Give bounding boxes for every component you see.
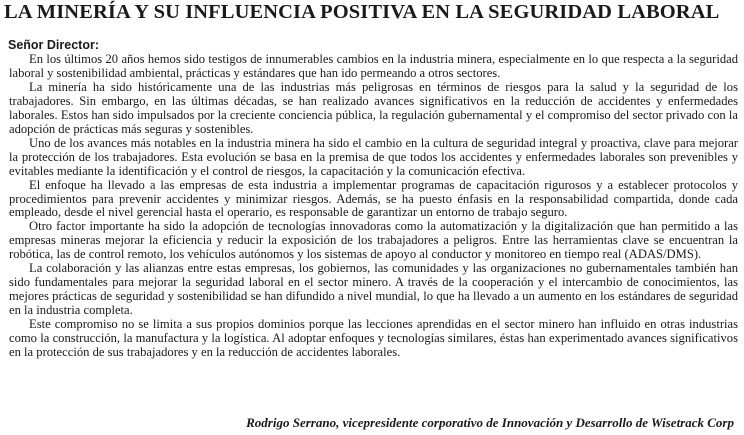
paragraph-2: La minería ha sido históricamente una de las industrias más peligrosas en términos de riesgos para la salud y la seguridad de los trabajadores. Sin embargo, en las últimas décadas, se han realizado avances significativos en la reducción de accidentes y enfermedades laborales. Estos han sido impulsados por la creciente conciencia pública, la regulación gubernamental y el compromiso del sector privado con la adopción de prácticas más seguras y sostenibles. — [9, 79, 738, 136]
paragraph-4: El enfoque ha llevado a las empresas de esta industria a implementar programas de capacitación rigurosos y a establecer protocolos y procedimientos para prevenir accidentes y minimizar riesgos. Además, se ha puesto énfasis en la responsabilidad compartida, donde cada empleado, desde el nivel gerencial hasta el operario, es responsable de garantizar un entorno de trabajo seguro. — [9, 177, 738, 220]
paragraph-5: Otro factor importante ha sido la adopción de tecnologías innovadoras como la automatización y la digitalización que han permitido a las empresas mineras mejorar la eficiencia y reducir la exposición de los trabajadores a peligros. Entre las herramientas clave se encuentran la robótica, las de control remoto, los vehículos autónomos y los sistemas de apoyo al conductor y monitoreo en tiempo real (ADAS/DMS). — [9, 219, 738, 262]
paragraph-3: Uno de los avances más notables en la industria minera ha sido el cambio en la cultura de seguridad integral y proactiva, clave para mejorar la protección de los trabajadores. Esta evolución se basa en la premisa de que todos los accidentes y enfermedades laborales son prevenibles y evitables mediante la identificación y el control de riesgos, la capacitación y la comunicación efectiva. — [9, 135, 738, 178]
paragraph-7: Este compromiso no se limita a sus propios dominios porque las lecciones aprendidas en el sector minero han influido en otras industrias como la construcción, la manufactura y la logística. Al adoptar enfoques y tecnologías similares, éstas han experimentado avances significativos en la protección de sus trabajadores y en la reducción de accidentes laborales. — [9, 317, 738, 360]
paragraph-6: La colaboración y las alianzas entre estas empresas, los gobiernos, las comunidades y las organizaciones no gubernamentales también han sido fundamentales para mejorar la seguridad laboral en el sector minero. A través de la cooperación y el intercambio de conocimientos, las mejores prácticas de seguridad y sostenibilidad se han difundido a nivel mundial, lo que ha llevado a un aumento en los estándares de seguridad en la industria completa. — [9, 261, 738, 318]
author-signature: Rodrigo Serrano, vicepresidente corporativo de Innovación y Desarrollo de Wisetrack Corp — [246, 415, 734, 430]
paragraph-1: En los últimos 20 años hemos sido testigos de innumerables cambios en la industria minera, especialmente en lo que respecta a la seguridad laboral y sostenibilidad ambiental, prácticas y estándares que han ido permeando a otros sectores. — [9, 52, 738, 80]
salutation: Señor Director: — [8, 38, 99, 52]
headline: LA MINERÍA Y SU INFLUENCIA POSITIVA EN LA SEGURIDAD LABORAL — [4, 1, 720, 23]
letter-body — [9, 53, 738, 360]
